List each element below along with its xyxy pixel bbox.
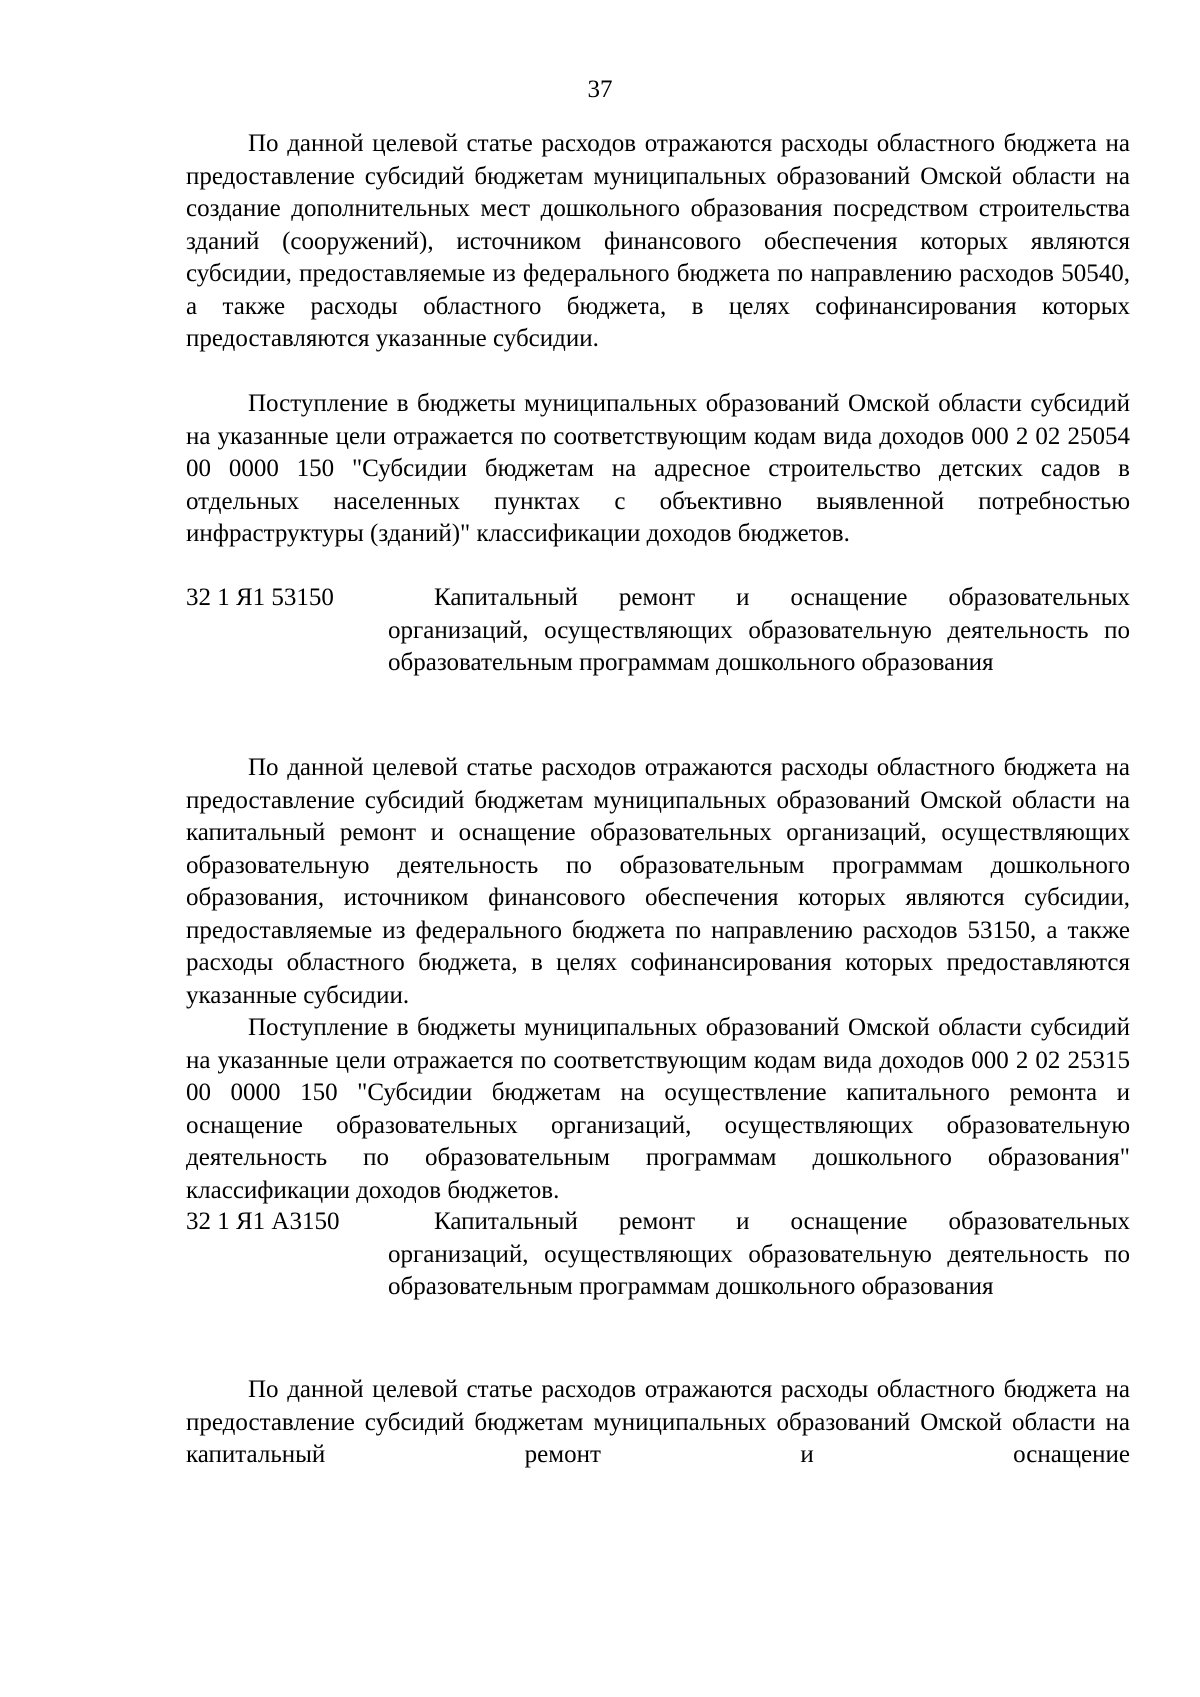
item-code-2: 32 1 Я1 А3150 — [186, 1208, 340, 1235]
paragraph-3: По данной целевой статье расходов отражаются расходы областного бюджета на предоставление субсидий бюджетам муниципальных образований Омской области на капитальный ремонт и оснащение образовательных организаций, осуществляющих образовательную деятельность по образовательным программам дошкольного образования, источником финансового обеспечения которых являются субсидии, предоставляемые из федерального бюджета по направлению расходов 53150, а также расходы областного бюджета, в целях софинансирования которых предоставляются указанные субсидии. — [186, 754, 1130, 1009]
page-number: 37 — [587, 76, 613, 103]
paragraph-2: Поступление в бюджеты муниципальных образований Омской области субсидий на указанные цели отражается по соответствующим кодам вида доходов 000 2 02 25054 00 0000 150 "Субсидии бюджетам на адресное строительство детских садов в отдельных населенных пунктах с объективно выявленной потребностью инфраструктуры (зданий)" классификации доходов бюджетов. — [186, 390, 1130, 547]
paragraph-1: По данной целевой статье расходов отражаются расходы областного бюджета на предоставление субсидий бюджетам муниципальных образований Омской области на создание дополнительных мест дошкольного образования посредством строительства зданий (сооружений), источником финансового обеспечения которых являются субсидии, предоставляемые из федерального бюджета по направлению расходов 50540, а также расходы областного бюджета, в целях софинансирования которых предоставляются указанные субсидии. — [186, 130, 1130, 352]
paragraph-5: По данной целевой статье расходов отражаются расходы областного бюджета на предоставление субсидий бюджетам муниципальных образований Омской области на капитальный ремонт и оснащение — [186, 1376, 1130, 1468]
item-code-1: 32 1 Я1 53150 — [186, 584, 334, 611]
paragraph-4: Поступление в бюджеты муниципальных образований Омской области субсидий на указанные цели отражается по соответствующим кодам вида доходов 000 2 02 25315 00 0000 150 "Субсидии бюджетам на осуществление капитального ремонта и оснащение образовательных организаций, осуществляющих образовательную деятельность по образовательным программам дошкольного образования" классификации доходов бюджетов. — [186, 1014, 1130, 1204]
item-title-2: Капитальный ремонт и оснащение образовательных организаций, осуществляющих образовательную деятельность по образовательным программам дошкольного образования — [388, 1208, 1130, 1300]
item-title-1: Капитальный ремонт и оснащение образовательных организаций, осуществляющих образовательную деятельность по образовательным программам дошкольного образования — [388, 584, 1130, 676]
